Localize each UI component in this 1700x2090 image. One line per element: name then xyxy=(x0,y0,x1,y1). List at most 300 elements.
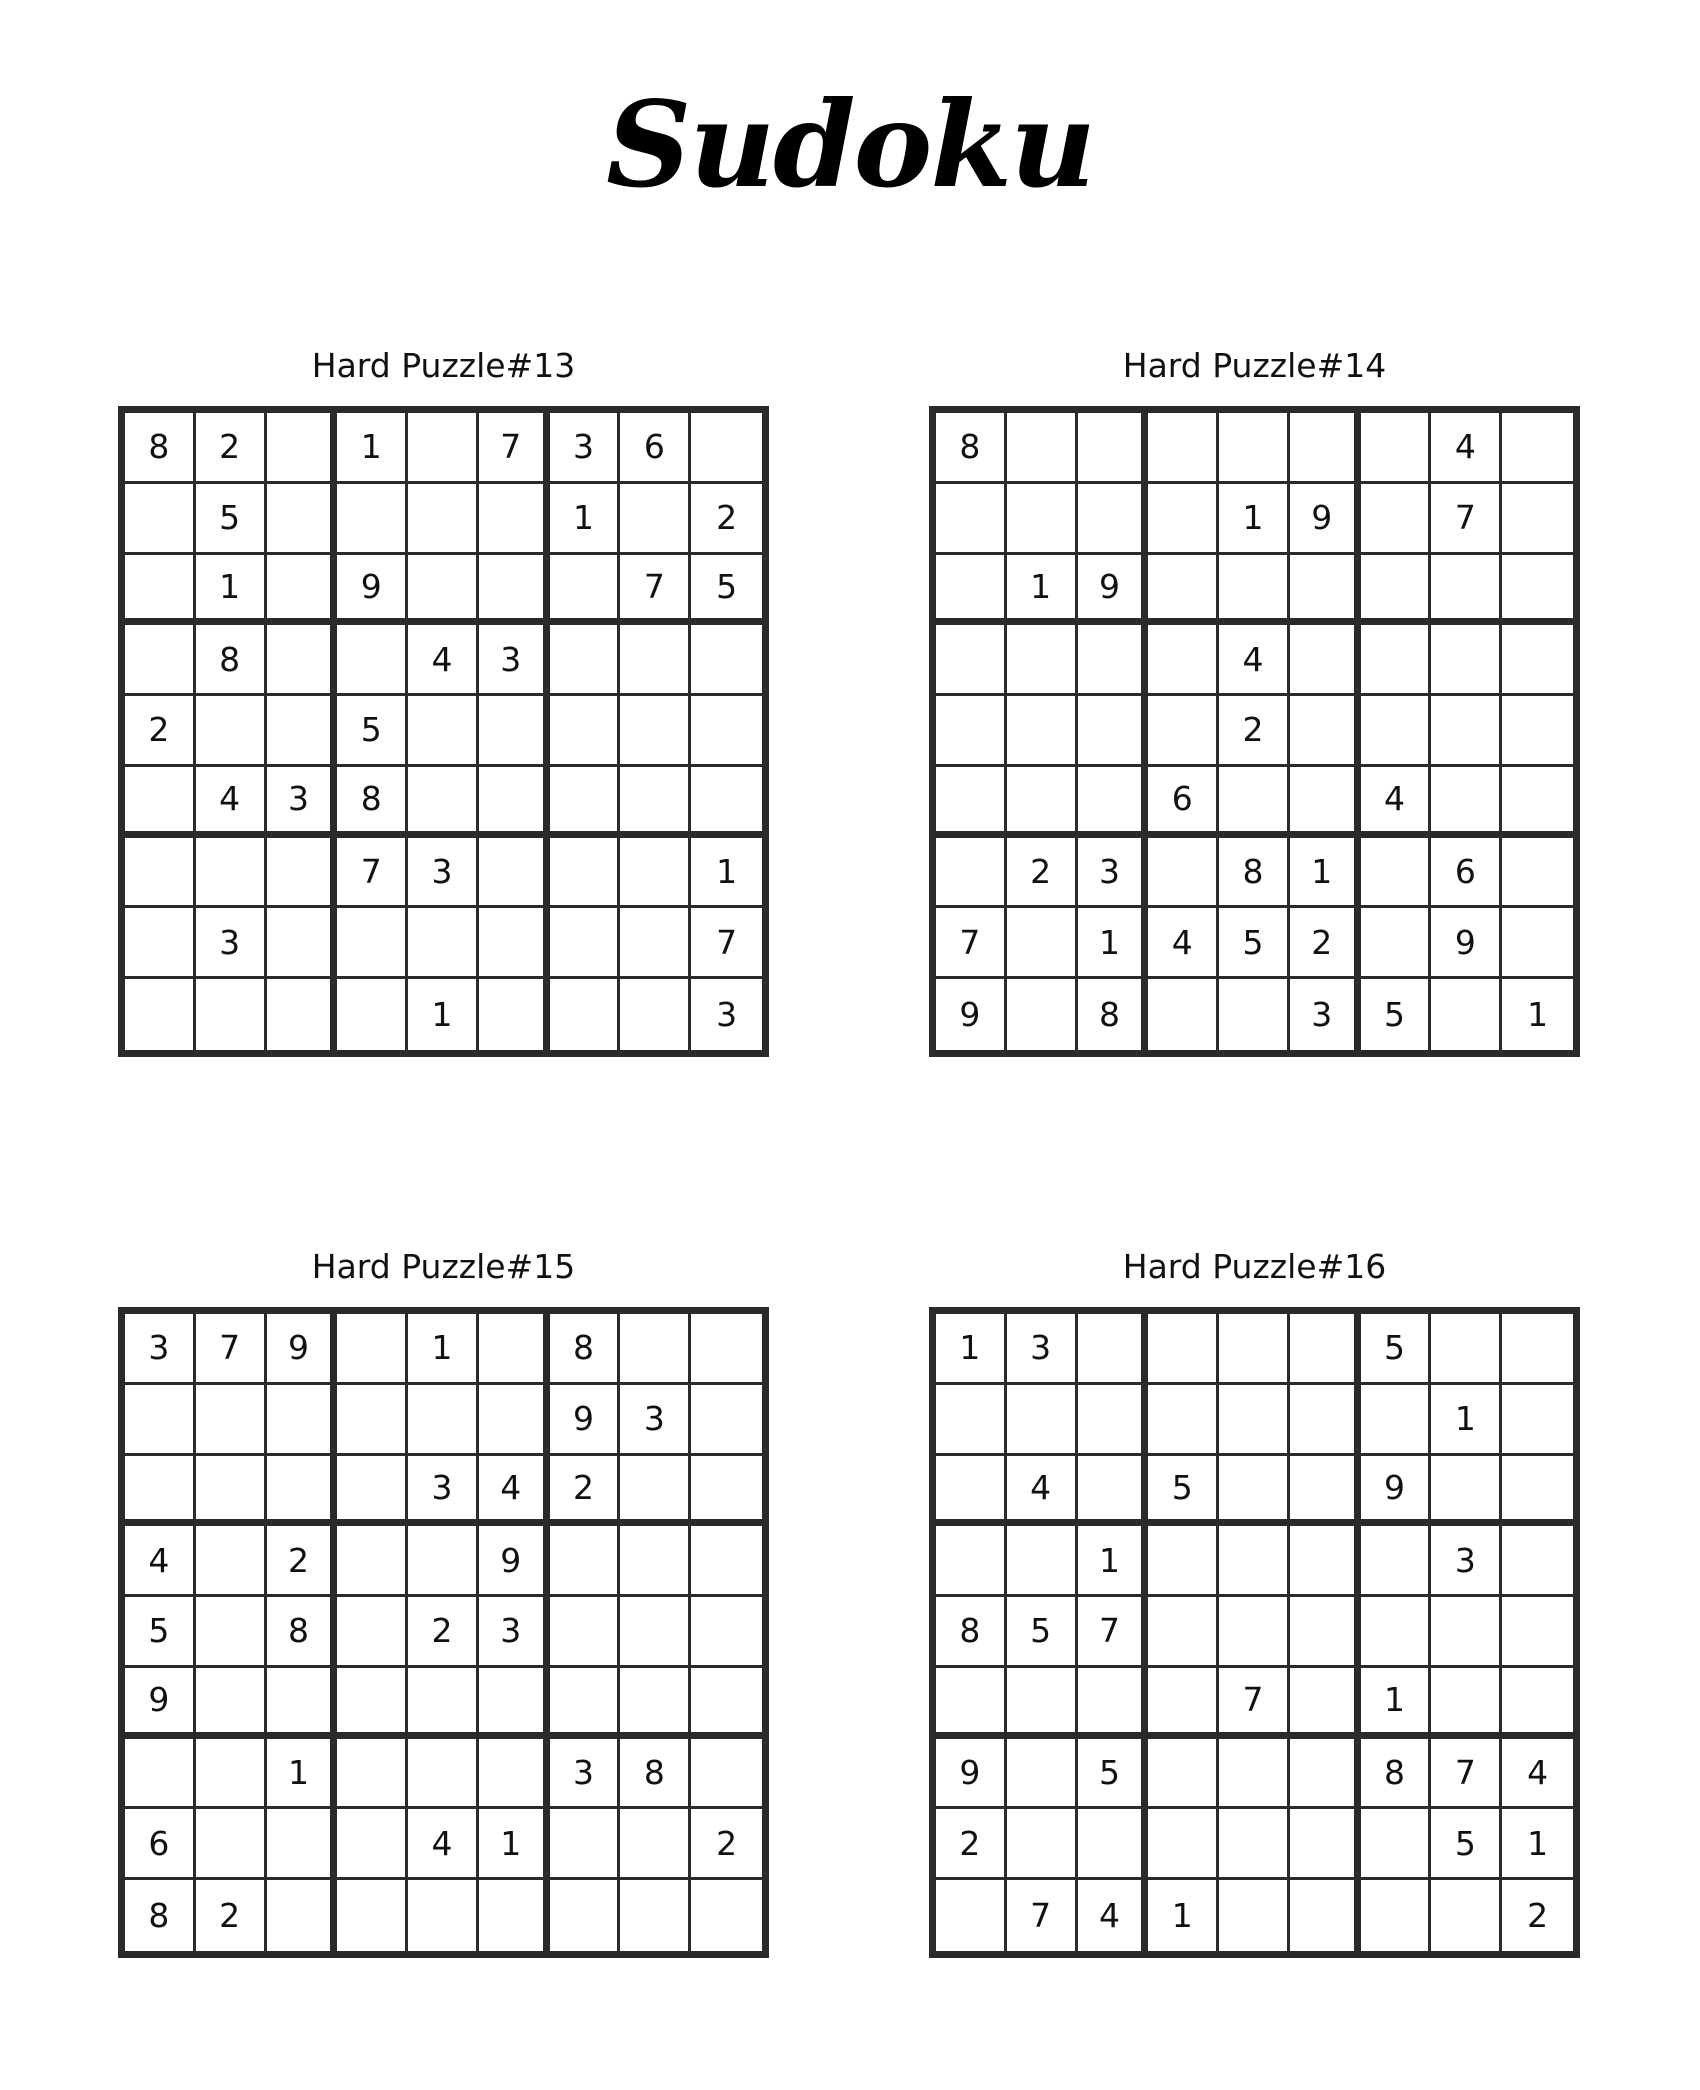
sudoku-cell[interactable]: 2 xyxy=(1007,838,1078,909)
sudoku-cell[interactable] xyxy=(1007,908,1078,979)
sudoku-cell[interactable] xyxy=(1148,979,1219,1050)
sudoku-cell[interactable] xyxy=(1290,1314,1361,1385)
sudoku-cell[interactable] xyxy=(125,979,196,1050)
sudoku-cell[interactable] xyxy=(337,1597,408,1668)
sudoku-cell[interactable] xyxy=(1219,1456,1290,1527)
sudoku-cell[interactable] xyxy=(1431,1597,1502,1668)
sudoku-cell[interactable] xyxy=(1078,1314,1149,1385)
sudoku-cell[interactable] xyxy=(267,555,338,626)
sudoku-cell[interactable]: 3 xyxy=(550,413,621,484)
sudoku-cell[interactable]: 1 xyxy=(1148,1880,1219,1951)
sudoku-cell[interactable] xyxy=(1290,696,1361,767)
sudoku-cell[interactable] xyxy=(1007,413,1078,484)
sudoku-cell[interactable] xyxy=(267,838,338,909)
sudoku-cell[interactable] xyxy=(620,838,691,909)
sudoku-cell[interactable] xyxy=(1431,767,1502,838)
sudoku-cell[interactable] xyxy=(550,1526,621,1597)
sudoku-cell[interactable]: 7 xyxy=(620,555,691,626)
sudoku-cell[interactable]: 3 xyxy=(196,908,267,979)
sudoku-cell[interactable] xyxy=(550,1668,621,1739)
sudoku-cell[interactable]: 9 xyxy=(936,979,1007,1050)
sudoku-cell[interactable] xyxy=(479,838,550,909)
sudoku-cell[interactable] xyxy=(267,1456,338,1527)
sudoku-cell[interactable] xyxy=(267,413,338,484)
sudoku-cell[interactable] xyxy=(196,696,267,767)
sudoku-cell[interactable]: 5 xyxy=(125,1597,196,1668)
sudoku-cell[interactable] xyxy=(550,908,621,979)
sudoku-cell[interactable]: 2 xyxy=(196,413,267,484)
sudoku-cell[interactable] xyxy=(550,838,621,909)
sudoku-cell[interactable]: 3 xyxy=(1290,979,1361,1050)
sudoku-cell[interactable] xyxy=(1431,979,1502,1050)
sudoku-cell[interactable] xyxy=(1290,1739,1361,1810)
sudoku-cell[interactable]: 8 xyxy=(337,767,408,838)
sudoku-cell[interactable] xyxy=(337,979,408,1050)
sudoku-cell[interactable] xyxy=(1219,1597,1290,1668)
sudoku-cell[interactable]: 1 xyxy=(1290,838,1361,909)
sudoku-cell[interactable]: 4 xyxy=(479,1456,550,1527)
sudoku-cell[interactable]: 7 xyxy=(196,1314,267,1385)
sudoku-cell[interactable]: 2 xyxy=(1219,696,1290,767)
sudoku-cell[interactable]: 9 xyxy=(267,1314,338,1385)
sudoku-cell[interactable]: 1 xyxy=(550,484,621,555)
sudoku-cell[interactable] xyxy=(337,908,408,979)
sudoku-cell[interactable]: 8 xyxy=(1078,979,1149,1050)
sudoku-cell[interactable] xyxy=(1290,1809,1361,1880)
sudoku-cell[interactable] xyxy=(936,1385,1007,1456)
sudoku-cell[interactable] xyxy=(196,1385,267,1456)
sudoku-cell[interactable] xyxy=(936,838,1007,909)
sudoku-cell[interactable] xyxy=(1502,555,1573,626)
sudoku-cell[interactable] xyxy=(1290,555,1361,626)
sudoku-cell[interactable] xyxy=(550,1809,621,1880)
sudoku-cell[interactable] xyxy=(196,1526,267,1597)
sudoku-cell[interactable] xyxy=(125,1456,196,1527)
sudoku-cell[interactable]: 4 xyxy=(408,1809,479,1880)
sudoku-cell[interactable] xyxy=(1502,767,1573,838)
sudoku-cell[interactable]: 9 xyxy=(550,1385,621,1456)
sudoku-cell[interactable] xyxy=(125,767,196,838)
sudoku-cell[interactable] xyxy=(1007,767,1078,838)
sudoku-cell[interactable]: 4 xyxy=(1431,413,1502,484)
sudoku-cell[interactable]: 2 xyxy=(1527,1896,1549,1936)
sudoku-cell[interactable] xyxy=(936,696,1007,767)
sudoku-cell[interactable] xyxy=(691,767,762,838)
sudoku-cell[interactable]: 8 xyxy=(936,413,1007,484)
sudoku-cell[interactable] xyxy=(936,1880,1007,1951)
sudoku-cell[interactable] xyxy=(337,625,408,696)
sudoku-cell[interactable]: 1 xyxy=(479,1809,550,1880)
sudoku-cell[interactable]: 7 xyxy=(691,908,762,979)
sudoku-cell[interactable] xyxy=(1431,1880,1502,1951)
sudoku-cell[interactable] xyxy=(1219,555,1290,626)
sudoku-cell[interactable] xyxy=(620,1526,691,1597)
sudoku-cell[interactable]: 2 xyxy=(550,1456,621,1527)
sudoku-cell[interactable]: 9 xyxy=(479,1526,550,1597)
sudoku-cell[interactable] xyxy=(408,767,479,838)
sudoku-cell[interactable]: 8 xyxy=(936,1597,1007,1668)
sudoku-cell[interactable] xyxy=(1502,1668,1573,1739)
sudoku-cell[interactable] xyxy=(1007,484,1078,555)
sudoku-cell[interactable] xyxy=(1290,1385,1361,1456)
sudoku-cell[interactable] xyxy=(267,908,338,979)
sudoku-cell[interactable] xyxy=(620,1597,691,1668)
sudoku-cell[interactable]: 8 xyxy=(125,1880,196,1951)
sudoku-cell[interactable] xyxy=(1361,413,1432,484)
sudoku-cell[interactable]: 9 xyxy=(1078,555,1149,626)
sudoku-cell[interactable]: 2 xyxy=(691,484,762,555)
sudoku-cell[interactable] xyxy=(337,1314,408,1385)
sudoku-cell[interactable]: 1 xyxy=(1078,908,1149,979)
sudoku-cell[interactable] xyxy=(1502,1526,1573,1597)
sudoku-cell[interactable]: 7 xyxy=(479,413,550,484)
sudoku-cell[interactable] xyxy=(1431,555,1502,626)
sudoku-cell[interactable]: 3 xyxy=(1007,1314,1078,1385)
sudoku-cell[interactable] xyxy=(479,1880,550,1951)
sudoku-cell[interactable] xyxy=(337,1809,408,1880)
sudoku-cell[interactable] xyxy=(479,1314,550,1385)
sudoku-cell[interactable] xyxy=(267,1385,338,1456)
sudoku-cell[interactable]: 3 xyxy=(267,767,338,838)
sudoku-cell[interactable]: 8 xyxy=(620,1739,691,1810)
sudoku-cell[interactable]: 4 xyxy=(125,1526,196,1597)
sudoku-cell[interactable] xyxy=(337,1668,408,1739)
sudoku-cell[interactable] xyxy=(196,1456,267,1527)
sudoku-cell[interactable] xyxy=(1148,484,1219,555)
sudoku-cell[interactable]: 7 xyxy=(337,838,408,909)
sudoku-cell[interactable] xyxy=(620,696,691,767)
sudoku-cell[interactable]: 4 xyxy=(408,625,479,696)
sudoku-cell[interactable] xyxy=(620,1314,691,1385)
sudoku-cell[interactable] xyxy=(691,1314,762,1385)
sudoku-cell[interactable] xyxy=(1148,838,1219,909)
sudoku-cell[interactable] xyxy=(1361,1880,1432,1951)
sudoku-cell[interactable] xyxy=(1361,1597,1432,1668)
sudoku-cell[interactable]: 2 xyxy=(1290,908,1361,979)
sudoku-cell[interactable] xyxy=(125,484,196,555)
sudoku-cell[interactable] xyxy=(1219,1526,1290,1597)
sudoku-cell[interactable] xyxy=(1290,767,1361,838)
sudoku-cell[interactable]: 4 xyxy=(1007,1456,1078,1527)
sudoku-cell[interactable] xyxy=(620,1668,691,1739)
sudoku-cell[interactable] xyxy=(408,413,479,484)
sudoku-cell[interactable] xyxy=(408,1668,479,1739)
sudoku-cell[interactable] xyxy=(125,1385,196,1456)
sudoku-cell[interactable] xyxy=(1431,1456,1502,1527)
sudoku-cell[interactable] xyxy=(691,1456,762,1527)
sudoku-cell[interactable]: 1 xyxy=(1078,1526,1149,1597)
sudoku-cell[interactable]: 5 xyxy=(1431,1809,1502,1880)
sudoku-cell[interactable]: 2 xyxy=(267,1526,338,1597)
sudoku-cell[interactable] xyxy=(337,1526,408,1597)
sudoku-cell[interactable] xyxy=(1361,555,1432,626)
sudoku-cell[interactable] xyxy=(1361,1526,1432,1597)
sudoku-cell[interactable] xyxy=(1007,1526,1078,1597)
sudoku-cell[interactable] xyxy=(936,1668,1007,1739)
sudoku-cell[interactable]: 4 xyxy=(196,767,267,838)
sudoku-cell[interactable] xyxy=(408,555,479,626)
sudoku-cell[interactable] xyxy=(1148,1526,1219,1597)
sudoku-cell[interactable]: 7 xyxy=(1431,1739,1502,1810)
sudoku-cell[interactable] xyxy=(479,908,550,979)
sudoku-cell[interactable]: 1 xyxy=(936,1314,1007,1385)
sudoku-cell[interactable] xyxy=(408,1526,479,1597)
sudoku-cell[interactable] xyxy=(267,979,338,1050)
sudoku-cell[interactable] xyxy=(620,484,691,555)
sudoku-cell[interactable] xyxy=(1078,625,1149,696)
sudoku-cell[interactable] xyxy=(125,908,196,979)
sudoku-cell[interactable] xyxy=(620,1456,691,1527)
sudoku-cell[interactable] xyxy=(479,979,550,1050)
sudoku-cell[interactable]: 2 xyxy=(936,1809,1007,1880)
sudoku-cell[interactable] xyxy=(196,1668,267,1739)
sudoku-cell[interactable] xyxy=(620,625,691,696)
sudoku-cell[interactable]: 1 xyxy=(337,413,408,484)
sudoku-cell[interactable] xyxy=(1431,1314,1502,1385)
sudoku-cell[interactable] xyxy=(1219,1385,1290,1456)
sudoku-cell[interactable]: 1 xyxy=(1527,995,1549,1035)
sudoku-cell[interactable]: 8 xyxy=(550,1314,621,1385)
sudoku-cell[interactable]: 5 xyxy=(196,484,267,555)
sudoku-cell[interactable]: 5 xyxy=(1007,1597,1078,1668)
sudoku-cell[interactable] xyxy=(550,1880,621,1951)
sudoku-cell[interactable]: 7 xyxy=(1431,484,1502,555)
sudoku-cell[interactable] xyxy=(267,484,338,555)
sudoku-cell[interactable] xyxy=(1007,1385,1078,1456)
sudoku-cell[interactable] xyxy=(408,484,479,555)
sudoku-cell[interactable] xyxy=(936,767,1007,838)
sudoku-cell[interactable]: 3 xyxy=(479,1597,550,1668)
sudoku-cell[interactable] xyxy=(691,696,762,767)
sudoku-cell[interactable] xyxy=(1502,625,1573,696)
sudoku-cell[interactable] xyxy=(691,1739,762,1810)
sudoku-cell[interactable] xyxy=(1361,484,1432,555)
sudoku-cell[interactable] xyxy=(550,979,621,1050)
sudoku-cell[interactable]: 2 xyxy=(196,1880,267,1951)
sudoku-cell[interactable] xyxy=(479,484,550,555)
sudoku-cell[interactable]: 7 xyxy=(1007,1880,1078,1951)
sudoku-cell[interactable]: 1 xyxy=(1431,1385,1502,1456)
sudoku-cell[interactable] xyxy=(1078,767,1149,838)
sudoku-cell[interactable] xyxy=(691,413,762,484)
sudoku-cell[interactable] xyxy=(620,1880,691,1951)
sudoku-cell[interactable] xyxy=(1219,413,1290,484)
sudoku-cell[interactable] xyxy=(479,555,550,626)
sudoku-cell[interactable]: 3 xyxy=(479,625,550,696)
sudoku-cell[interactable] xyxy=(1219,767,1290,838)
sudoku-cell[interactable] xyxy=(267,1880,338,1951)
sudoku-cell[interactable] xyxy=(479,696,550,767)
sudoku-cell[interactable] xyxy=(1361,838,1432,909)
sudoku-cell[interactable] xyxy=(337,484,408,555)
sudoku-cell[interactable] xyxy=(267,625,338,696)
sudoku-cell[interactable]: 1 xyxy=(408,979,479,1050)
sudoku-cell[interactable] xyxy=(1078,1668,1149,1739)
sudoku-cell[interactable]: 6 xyxy=(125,1809,196,1880)
sudoku-cell[interactable]: 8 xyxy=(1219,838,1290,909)
sudoku-cell[interactable]: 1 xyxy=(267,1739,338,1810)
sudoku-cell[interactable] xyxy=(1007,625,1078,696)
sudoku-cell[interactable] xyxy=(691,625,762,696)
sudoku-cell[interactable] xyxy=(1290,413,1361,484)
sudoku-cell[interactable] xyxy=(337,1739,408,1810)
sudoku-cell[interactable] xyxy=(936,555,1007,626)
sudoku-cell[interactable] xyxy=(1148,1597,1219,1668)
sudoku-cell[interactable] xyxy=(479,1668,550,1739)
sudoku-cell[interactable] xyxy=(1148,1314,1219,1385)
sudoku-cell[interactable] xyxy=(479,767,550,838)
sudoku-cell[interactable] xyxy=(691,1597,762,1668)
sudoku-cell[interactable]: 3 xyxy=(408,1456,479,1527)
sudoku-cell[interactable] xyxy=(1148,625,1219,696)
sudoku-cell[interactable]: 4 xyxy=(1078,1880,1149,1951)
sudoku-cell[interactable]: 1 xyxy=(1361,1668,1432,1739)
sudoku-cell[interactable] xyxy=(1148,413,1219,484)
sudoku-cell[interactable] xyxy=(936,484,1007,555)
sudoku-cell[interactable]: 8 xyxy=(125,413,196,484)
sudoku-cell[interactable]: 3 xyxy=(125,1314,196,1385)
sudoku-cell[interactable] xyxy=(196,1809,267,1880)
sudoku-cell[interactable] xyxy=(1361,1809,1432,1880)
sudoku-cell[interactable] xyxy=(1502,908,1573,979)
sudoku-cell[interactable] xyxy=(550,767,621,838)
sudoku-cell[interactable]: 9 xyxy=(1361,1456,1432,1527)
sudoku-cell[interactable] xyxy=(196,979,267,1050)
sudoku-cell[interactable]: 7 xyxy=(1219,1668,1290,1739)
sudoku-cell[interactable] xyxy=(550,625,621,696)
sudoku-cell[interactable] xyxy=(1431,625,1502,696)
sudoku-cell[interactable]: 3 xyxy=(716,995,738,1035)
sudoku-cell[interactable] xyxy=(1219,1739,1290,1810)
sudoku-cell[interactable] xyxy=(408,1385,479,1456)
sudoku-cell[interactable] xyxy=(1431,1668,1502,1739)
sudoku-cell[interactable] xyxy=(337,1456,408,1527)
sudoku-cell[interactable]: 5 xyxy=(1219,908,1290,979)
sudoku-cell[interactable]: 3 xyxy=(408,838,479,909)
sudoku-cell[interactable] xyxy=(1148,1809,1219,1880)
sudoku-cell[interactable] xyxy=(1502,1456,1573,1527)
sudoku-cell[interactable]: 9 xyxy=(125,1668,196,1739)
sudoku-cell[interactable] xyxy=(408,1880,479,1951)
sudoku-cell[interactable]: 5 xyxy=(1148,1456,1219,1527)
sudoku-cell[interactable] xyxy=(1290,1880,1361,1951)
sudoku-cell[interactable] xyxy=(1007,1739,1078,1810)
sudoku-cell[interactable]: 4 xyxy=(1361,767,1432,838)
sudoku-cell[interactable]: 1 xyxy=(1502,1809,1573,1880)
sudoku-cell[interactable] xyxy=(1078,1456,1149,1527)
sudoku-cell[interactable] xyxy=(1290,1597,1361,1668)
sudoku-cell[interactable] xyxy=(196,1597,267,1668)
sudoku-cell[interactable] xyxy=(1502,1314,1573,1385)
sudoku-cell[interactable] xyxy=(1219,1314,1290,1385)
sudoku-cell[interactable]: 2 xyxy=(125,696,196,767)
sudoku-cell[interactable] xyxy=(691,1526,762,1597)
sudoku-cell[interactable]: 9 xyxy=(1290,484,1361,555)
sudoku-cell[interactable] xyxy=(1148,1668,1219,1739)
sudoku-cell[interactable] xyxy=(936,1526,1007,1597)
sudoku-cell[interactable] xyxy=(1007,1668,1078,1739)
sudoku-cell[interactable] xyxy=(1502,696,1573,767)
sudoku-cell[interactable] xyxy=(1502,1597,1573,1668)
sudoku-cell[interactable] xyxy=(620,908,691,979)
sudoku-cell[interactable] xyxy=(125,1739,196,1810)
sudoku-cell[interactable] xyxy=(1148,555,1219,626)
sudoku-cell[interactable]: 8 xyxy=(1361,1739,1432,1810)
sudoku-cell[interactable] xyxy=(550,1597,621,1668)
sudoku-cell[interactable] xyxy=(1219,1880,1290,1951)
sudoku-cell[interactable]: 6 xyxy=(620,413,691,484)
sudoku-cell[interactable] xyxy=(1148,696,1219,767)
sudoku-cell[interactable] xyxy=(1290,1456,1361,1527)
sudoku-cell[interactable] xyxy=(408,696,479,767)
sudoku-cell[interactable] xyxy=(1007,696,1078,767)
sudoku-cell[interactable] xyxy=(1361,908,1432,979)
sudoku-cell[interactable] xyxy=(1361,625,1432,696)
sudoku-cell[interactable] xyxy=(1219,979,1290,1050)
sudoku-cell[interactable] xyxy=(267,1809,338,1880)
sudoku-cell[interactable]: 4 xyxy=(1148,908,1219,979)
sudoku-cell[interactable]: 5 xyxy=(691,555,762,626)
sudoku-cell[interactable] xyxy=(1502,1385,1573,1456)
sudoku-cell[interactable] xyxy=(550,696,621,767)
sudoku-cell[interactable]: 7 xyxy=(1078,1597,1149,1668)
sudoku-cell[interactable]: 5 xyxy=(1361,1314,1432,1385)
sudoku-cell[interactable] xyxy=(1007,1809,1078,1880)
sudoku-cell[interactable] xyxy=(1290,1526,1361,1597)
sudoku-cell[interactable] xyxy=(1290,1668,1361,1739)
sudoku-cell[interactable]: 9 xyxy=(337,555,408,626)
sudoku-cell[interactable] xyxy=(337,1385,408,1456)
sudoku-cell[interactable] xyxy=(620,979,691,1050)
sudoku-cell[interactable] xyxy=(1148,1385,1219,1456)
sudoku-cell[interactable] xyxy=(1361,696,1432,767)
sudoku-cell[interactable] xyxy=(125,625,196,696)
sudoku-cell[interactable]: 1 xyxy=(408,1314,479,1385)
sudoku-cell[interactable] xyxy=(1078,1385,1149,1456)
sudoku-cell[interactable] xyxy=(479,1385,550,1456)
sudoku-cell[interactable]: 3 xyxy=(550,1739,621,1810)
sudoku-cell[interactable] xyxy=(1502,838,1573,909)
sudoku-cell[interactable]: 3 xyxy=(620,1385,691,1456)
sudoku-cell[interactable]: 4 xyxy=(1502,1739,1573,1810)
sudoku-cell[interactable] xyxy=(125,555,196,626)
sudoku-cell[interactable]: 1 xyxy=(196,555,267,626)
sudoku-cell[interactable] xyxy=(479,1739,550,1810)
sudoku-cell[interactable] xyxy=(1078,696,1149,767)
sudoku-cell[interactable] xyxy=(267,696,338,767)
sudoku-cell[interactable]: 2 xyxy=(691,1809,762,1880)
sudoku-cell[interactable] xyxy=(408,1739,479,1810)
sudoku-cell[interactable]: 5 xyxy=(1078,1739,1149,1810)
sudoku-cell[interactable]: 5 xyxy=(1361,979,1432,1050)
sudoku-cell[interactable] xyxy=(936,625,1007,696)
sudoku-cell[interactable]: 9 xyxy=(936,1739,1007,1810)
sudoku-cell[interactable]: 9 xyxy=(1431,908,1502,979)
sudoku-cell[interactable] xyxy=(1078,413,1149,484)
sudoku-cell[interactable]: 6 xyxy=(1148,767,1219,838)
sudoku-cell[interactable]: 5 xyxy=(337,696,408,767)
sudoku-cell[interactable] xyxy=(1148,1739,1219,1810)
sudoku-cell[interactable]: 1 xyxy=(1007,555,1078,626)
sudoku-cell[interactable] xyxy=(691,1385,762,1456)
sudoku-cell[interactable]: 7 xyxy=(936,908,1007,979)
sudoku-cell[interactable] xyxy=(196,1739,267,1810)
sudoku-cell[interactable] xyxy=(1078,1809,1149,1880)
sudoku-cell[interactable] xyxy=(1361,1385,1432,1456)
sudoku-cell[interactable] xyxy=(1007,979,1078,1050)
sudoku-cell[interactable] xyxy=(1078,484,1149,555)
sudoku-cell[interactable] xyxy=(1502,484,1573,555)
